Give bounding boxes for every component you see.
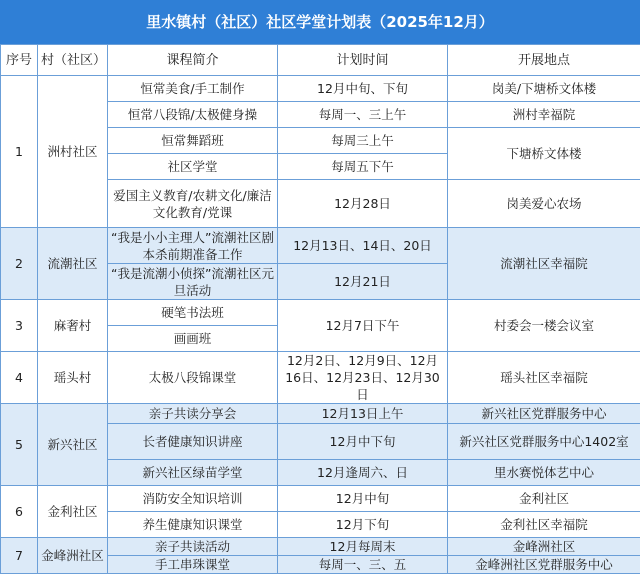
row-community: 新兴社区	[38, 404, 108, 486]
row-place: 村委会一楼会议室	[448, 300, 640, 352]
table-row	[1, 404, 640, 424]
table-row	[1, 76, 640, 102]
row-community: 洲村社区	[38, 76, 108, 228]
page-title: 里水镇村（社区）社区学堂计划表（2025年12月）	[0, 0, 640, 44]
row-place: 岗美爱心农场	[448, 180, 640, 228]
row-time: 每周五下午	[278, 154, 448, 180]
row-no: 6	[1, 486, 38, 538]
row-place: 里水赛悦体艺中心	[448, 460, 640, 486]
row-time: 12月中下旬	[278, 424, 448, 460]
row-time: 每周一、三上午	[278, 102, 448, 128]
table-header-row	[1, 45, 640, 76]
row-place: 洲村幸福院	[448, 102, 640, 128]
row-place: 金利社区幸福院	[448, 512, 640, 538]
row-course: 养生健康知识课堂	[108, 512, 278, 538]
row-course: “我是小小主理人”流潮社区剧本杀前期准备工作	[108, 228, 278, 264]
row-place: 瑶头社区幸福院	[448, 352, 640, 404]
row-community: 金利社区	[38, 486, 108, 538]
row-time: 12月下旬	[278, 512, 448, 538]
row-community: 瑶头村	[38, 352, 108, 404]
row-course: 新兴社区绿苗学堂	[108, 460, 278, 486]
row-course: 恒常八段锦/太极健身操	[108, 102, 278, 128]
header-no: 序号	[1, 45, 38, 76]
row-time: 每周三上午	[278, 128, 448, 154]
row-course: 手工串珠课堂	[108, 556, 278, 574]
row-place: 下塘桥文体楼	[448, 128, 640, 180]
table-row	[1, 538, 640, 556]
row-course: 硬笔书法班	[108, 300, 278, 326]
row-place: 金峰洲社区党群服务中心	[448, 556, 640, 574]
schedule-table	[0, 44, 640, 574]
row-time: 12月13日、14日、20日	[278, 228, 448, 264]
row-course: 亲子共读分享会	[108, 404, 278, 424]
row-course: 爱国主义教育/农耕文化/廉洁文化教育/党课	[108, 180, 278, 228]
row-no: 4	[1, 352, 38, 404]
row-time: 12月中旬、下旬	[278, 76, 448, 102]
row-place: 新兴社区党群服务中心1402室	[448, 424, 640, 460]
row-course: 消防安全知识培训	[108, 486, 278, 512]
row-no: 1	[1, 76, 38, 228]
row-time: 12月2日、12月9日、12月16日、12月23日、12月30日	[278, 352, 448, 404]
header-course: 课程简介	[108, 45, 278, 76]
row-place: 新兴社区党群服务中心	[448, 404, 640, 424]
header-place: 开展地点	[448, 45, 640, 76]
row-course: 恒常美食/手工制作	[108, 76, 278, 102]
table-row	[1, 486, 640, 512]
row-course: 恒常舞蹈班	[108, 128, 278, 154]
row-course: 社区学堂	[108, 154, 278, 180]
row-course: 长者健康知识讲座	[108, 424, 278, 460]
row-no: 5	[1, 404, 38, 486]
row-no: 3	[1, 300, 38, 352]
row-time: 12月13日上午	[278, 404, 448, 424]
row-time: 12月7日下午	[278, 300, 448, 352]
row-course: 画画班	[108, 326, 278, 352]
table-row	[1, 352, 640, 404]
row-community: 金峰洲社区	[38, 538, 108, 574]
row-community: 流潮社区	[38, 228, 108, 300]
row-course: 太极八段锦课堂	[108, 352, 278, 404]
table-row	[1, 228, 640, 264]
header-time: 计划时间	[278, 45, 448, 76]
row-place: 金利社区	[448, 486, 640, 512]
row-time: 12月28日	[278, 180, 448, 228]
row-place: 金峰洲社区	[448, 538, 640, 556]
row-time: 12月21日	[278, 264, 448, 300]
row-time: 12月中旬	[278, 486, 448, 512]
row-community: 麻奢村	[38, 300, 108, 352]
table-row	[1, 300, 640, 326]
row-time: 每周一、三、五	[278, 556, 448, 574]
row-course: “我是流潮小侦探”流潮社区元旦活动	[108, 264, 278, 300]
row-time: 12月逢周六、日	[278, 460, 448, 486]
row-no: 7	[1, 538, 38, 574]
row-course: 亲子共读活动	[108, 538, 278, 556]
row-place: 岗美/下塘桥文体楼	[448, 76, 640, 102]
header-community: 村（社区）	[38, 45, 108, 76]
row-no: 2	[1, 228, 38, 300]
row-time: 12月每周末	[278, 538, 448, 556]
row-place: 流潮社区幸福院	[448, 228, 640, 300]
